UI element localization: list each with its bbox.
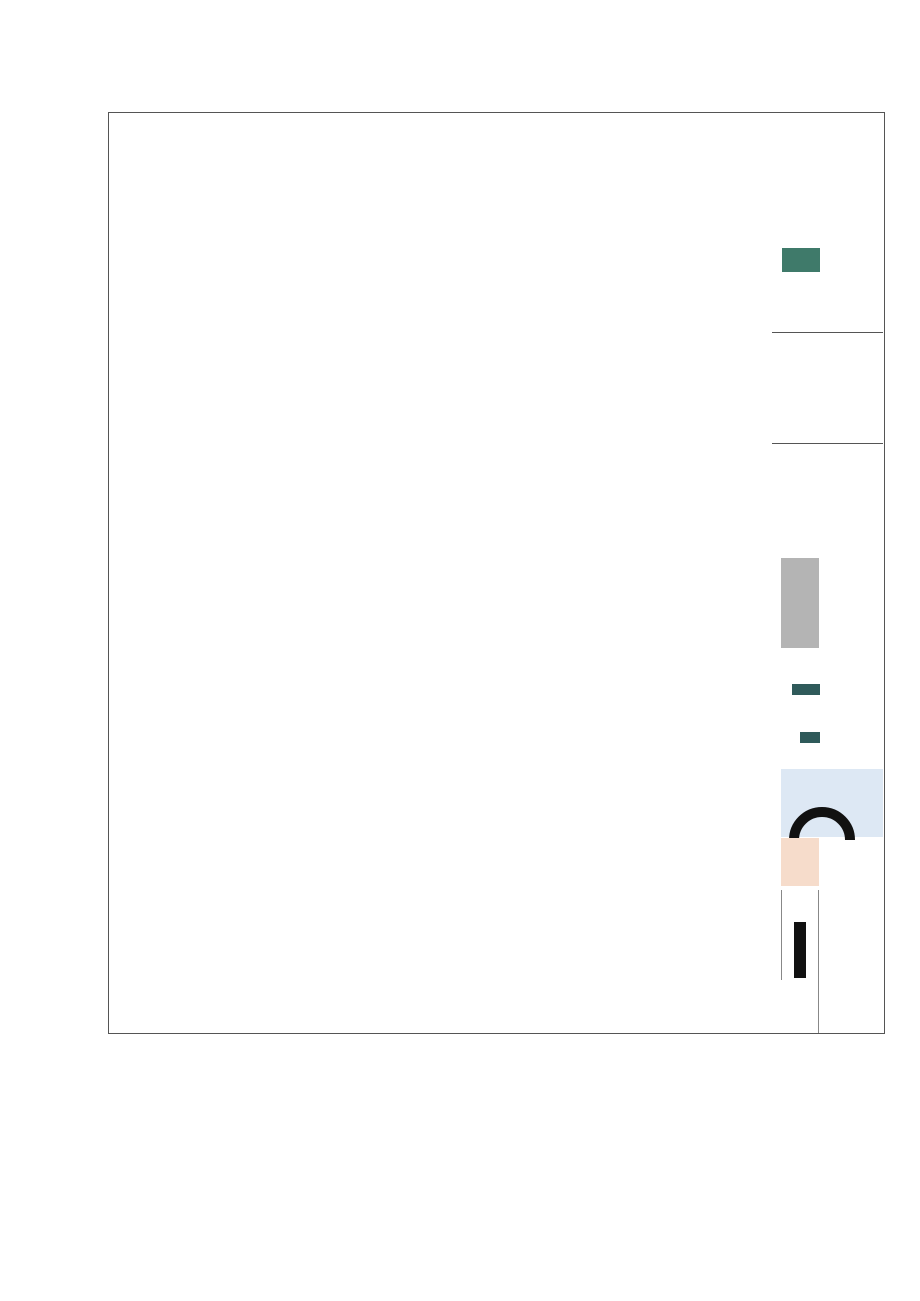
stamp-peach-block <box>781 838 819 886</box>
table-outer-border <box>108 112 885 1034</box>
equipment-table <box>108 112 884 1033</box>
stamp-black-bar <box>794 922 806 978</box>
stamp-gray-block <box>781 558 819 648</box>
side-cell-2 <box>772 332 883 444</box>
stamp-teal-mark-2 <box>800 732 820 743</box>
stamp-thin-line-2 <box>818 890 819 1033</box>
stamp-green-bar <box>782 248 820 272</box>
stamp-thin-line <box>781 890 782 980</box>
stamp-teal-mark-1 <box>792 684 820 695</box>
side-cell-4 <box>772 886 883 1033</box>
stamp-black-arc <box>788 802 858 842</box>
side-cell-1 <box>772 112 883 333</box>
